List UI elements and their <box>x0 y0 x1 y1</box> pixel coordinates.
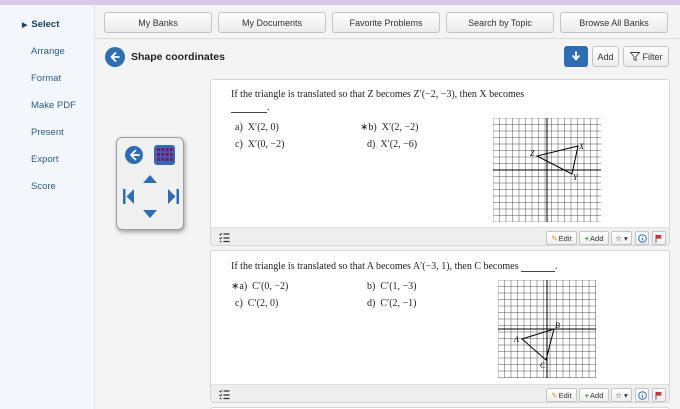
choice-a <box>231 281 288 292</box>
question-text-main: If the triangle is translated so that Z becomes Z′(−2, −3), then X becomes <box>231 89 525 100</box>
problem-card[interactable] <box>210 250 670 403</box>
choice-letter: ∗a) <box>231 281 248 292</box>
download-button[interactable] <box>564 46 588 67</box>
question-text-main: If the triangle is translated so that A becomes A′(−3, 1), then C becomes <box>231 261 519 272</box>
pencil-icon: ✎ <box>551 233 558 243</box>
sidebar-item-export[interactable]: Export <box>31 154 59 165</box>
problem-card[interactable] <box>210 79 670 246</box>
choice-b <box>367 281 417 292</box>
tab-favorite-problems[interactable]: Favorite Problems <box>332 12 440 33</box>
choice-c <box>235 298 278 309</box>
choice-text: X′(0, −2) <box>247 139 285 150</box>
choice-letter: ∗b) <box>360 122 377 133</box>
edit-label: Edit <box>558 390 572 400</box>
sidebar-item-score[interactable]: Score <box>31 181 56 192</box>
vertex-label-c: C <box>540 361 546 370</box>
filter-icon <box>630 52 640 61</box>
sidebar-item-label: Select <box>31 19 60 30</box>
question-text <box>231 89 524 100</box>
plus-icon: + <box>584 233 590 243</box>
pencil-icon: ✎ <box>551 390 558 400</box>
sidebar-item-present[interactable]: Present <box>31 127 64 138</box>
add-button[interactable]: Add <box>592 46 619 67</box>
tab-search-by-topic[interactable]: Search by Topic <box>446 12 554 33</box>
sidebar-item-make-pdf[interactable]: Make PDF <box>31 100 76 111</box>
question-text <box>231 261 557 272</box>
vertex-label-z: Z <box>530 149 535 158</box>
vertex-label-b: B <box>555 321 560 330</box>
choice-letter: b) <box>367 281 376 292</box>
back-arrow-icon <box>109 51 121 63</box>
choice-b <box>360 122 418 133</box>
vertex-label-a: A <box>514 335 519 344</box>
tab-my-banks[interactable]: My Banks <box>104 12 212 33</box>
choice-d <box>367 139 417 150</box>
problem-footer <box>211 384 670 403</box>
question-end: . <box>267 102 270 113</box>
problem-footer <box>211 227 670 246</box>
info-icon <box>638 234 647 243</box>
info-button[interactable] <box>635 231 649 245</box>
flag-icon <box>655 234 663 243</box>
choice-text: C′(1, −3) <box>380 281 417 292</box>
tab-bar <box>95 5 680 39</box>
choice-text: C′(2, −1) <box>380 298 417 309</box>
question-blank-line <box>231 102 270 113</box>
choice-text: C′(2, 0) <box>247 298 279 309</box>
download-icon <box>571 51 581 62</box>
choice-letter: d) <box>367 139 376 150</box>
grid-icon[interactable] <box>154 145 175 165</box>
add-label: Add <box>590 233 604 243</box>
presentation-nav-widget[interactable] <box>116 137 184 230</box>
nav-controls <box>117 138 185 231</box>
last-icon[interactable] <box>168 189 179 204</box>
star-menu-button[interactable]: ☆ ▾ <box>611 388 632 402</box>
info-icon <box>638 391 647 400</box>
add-to-doc-button[interactable] <box>579 388 609 402</box>
choice-d <box>367 298 417 309</box>
choice-letter: a) <box>235 122 243 133</box>
plus-icon: + <box>584 390 590 400</box>
arrow-down-icon[interactable] <box>143 210 157 218</box>
coordinate-graph <box>493 118 601 222</box>
flag-button[interactable] <box>652 388 666 402</box>
edit-button[interactable] <box>546 231 577 245</box>
edit-button[interactable] <box>546 388 577 402</box>
first-icon[interactable] <box>123 189 134 204</box>
page-title: Shape coordinates <box>131 51 225 63</box>
answer-blank <box>231 104 267 113</box>
filter-label: Filter <box>642 51 663 62</box>
choice-text: C′(0, −2) <box>252 281 289 292</box>
add-to-doc-button[interactable] <box>579 231 609 245</box>
sidebar-item-arrange[interactable]: Arrange <box>31 46 65 57</box>
triangle-abc <box>522 329 554 360</box>
caret-right-icon: ▶ <box>22 22 28 29</box>
choice-letter: c) <box>235 298 243 309</box>
answer-blank <box>521 263 555 272</box>
flag-icon <box>655 391 663 400</box>
arrow-up-icon[interactable] <box>143 175 157 183</box>
list-check-icon[interactable] <box>219 389 230 400</box>
back-button[interactable] <box>105 47 125 67</box>
choice-text: X′(2, 0) <box>247 122 279 133</box>
tab-my-documents[interactable]: My Documents <box>218 12 326 33</box>
star-menu-button[interactable]: ☆ ▾ <box>611 231 632 245</box>
nav-back-button[interactable] <box>125 146 143 164</box>
choice-a <box>235 122 279 133</box>
choice-letter: c) <box>235 139 243 150</box>
add-label: Add <box>590 390 604 400</box>
tab-browse-all-banks[interactable]: Browse All Banks <box>560 12 668 33</box>
vertex-label-x: X <box>579 142 584 151</box>
vertex-label-y: Y <box>573 173 578 182</box>
edit-label: Edit <box>558 233 572 243</box>
info-button[interactable] <box>635 388 649 402</box>
choice-text: X′(2, −6) <box>380 139 418 150</box>
sidebar-item-format[interactable]: Format <box>31 73 62 84</box>
choice-text: X′(2, −2) <box>381 122 419 133</box>
filter-button[interactable] <box>623 46 669 67</box>
sidebar <box>0 5 95 409</box>
coordinate-graph <box>498 280 596 378</box>
choice-letter: d) <box>367 298 376 309</box>
sidebar-item-select[interactable] <box>22 19 59 30</box>
question-end: . <box>554 261 558 272</box>
flag-button[interactable] <box>652 231 666 245</box>
choice-c <box>235 139 285 150</box>
page-header <box>95 45 680 75</box>
list-check-icon[interactable] <box>219 232 230 243</box>
